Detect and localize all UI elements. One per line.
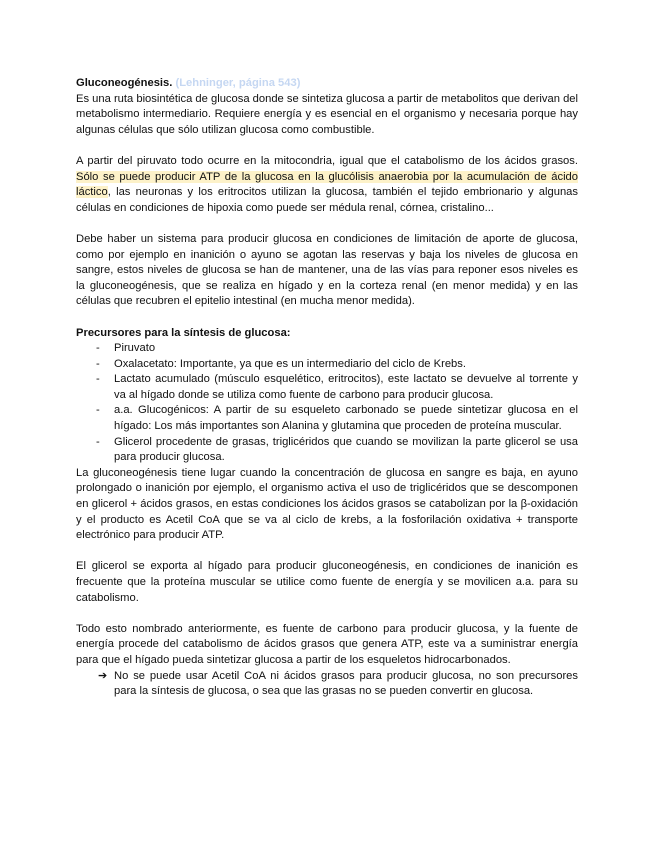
list-item-text: Oxalacetato: Importante, ya que es un intermediario del ciclo de Krebs. (114, 357, 466, 370)
bullet-dash: - (96, 357, 100, 370)
bullet-dash: - (96, 373, 100, 386)
document-body (76, 76, 578, 700)
document-title: Gluconeogénesis. (76, 77, 173, 89)
list-item-text: Lactato acumulado (músculo esquelético, eritrocitos), este lactato se devuelve al torrente y va al hígado donde se utiliza como fuente de carbono para producir glucosa. (114, 373, 578, 401)
list-item (76, 357, 578, 373)
bullet-dash: - (96, 404, 100, 417)
bullet-dash: - (96, 435, 100, 448)
reference-citation: (Lehninger, página 543) (175, 77, 301, 89)
list-item (76, 341, 578, 357)
paragraph-text: A partir del piruvato todo ocurre en la mitocondria, igual que el catabolismo de los ácidos grasos. (76, 154, 578, 167)
list-item-text: Piruvato (114, 342, 156, 355)
paragraph-glucose-system: Debe haber un sistema para producir glucosa en condiciones de limitación de aporte de glucosa, como por ejemplo en inanición o ayuno se agotan las reservas y baja los niveles de glucosa en sangre, estos niveles de glucosa se han de mantener, una de las vías para reponer esos niveles es la gluconeogénesis, que se realiza en hígado y en la corteza renal (en menor medida) y en las células que recubren el epitelio intestinal (en mucha menor medida). (76, 232, 578, 308)
paragraph-mitochondria (76, 154, 578, 216)
intro-paragraph: Es una ruta biosintética de glucosa donde se sintetiza glucosa a partir de metabolitos que derivan del metabolismo intermediario. Requiere energía y es esencial en el organismo y necesaria porque hay algunas células que sólo utilizan glucosa como combustible. (76, 92, 578, 136)
paragraph-carbon-source: Todo esto nombrado anteriormente, es fuente de carbono para producir glucosa, y la fuente de energía procede del catabolismo de ácidos grasos que genera ATP, este va a suministrar energía para que el hígado pueda sintetizar glucosa a partir de los esqueletos hidrocarbonados. (76, 622, 578, 666)
list-item (76, 435, 578, 466)
title-line (76, 76, 578, 92)
paragraph-gluconeogenesis-conditions: La gluconeogénesis tiene lugar cuando la concentración de glucosa en sangre es baja, en ayuno prolongado o inanición por ejemplo, el organismo activa el uso de triglicéridos que se descomponen en glicerol + ácidos grasos, en estas condiciones los ácidos grasos se catabolizan por la β-oxidación y el producto es Acetil CoA que se va al ciclo de krebs, a la fosforilación oxidativa + transporte electrónico para producir ATP. (76, 466, 578, 542)
list-item-text: a.a. Glucogénicos: A partir de su esqueleto carbonado se puede sintetizar glucosa en el hígado: Los más importantes son Alanina y glutamina que proceden de proteína muscular. (114, 404, 578, 433)
bullet-dash: - (96, 342, 100, 355)
precursors-list (76, 341, 578, 466)
list-item-text: Glicerol procedente de grasas, triglicéridos que cuando se movilizan la parte glicerol se usa para producir glucosa. (114, 435, 578, 464)
arrow-icon: ➔ (98, 669, 108, 682)
list-item (76, 372, 578, 403)
note-list (76, 669, 578, 700)
paragraph-text: , las neuronas y los eritrocitos utilizan la glucosa, también el tejido embrionario y algunas células en condiciones de hipoxia como puede ser médula renal, córnea, cristalino... (76, 186, 578, 214)
list-item (76, 403, 578, 434)
paragraph-glycerol: El glicerol se exporta al hígado para producir gluconeogénesis, en condiciones de inanición es frecuente que la proteína muscular se utilice como fuente de energía y se movilicen a.a. para su catabolismo. (76, 560, 578, 604)
highlighted-text: Sólo se puede producir ATP de la glucosa en la glucólisis anaerobia por la acumulación de ácido láctico (76, 170, 578, 199)
note-text: No se puede usar Acetil CoA ni ácidos grasos para producir glucosa, no son precursores para la síntesis de glucosa, o sea que las grasas no se pueden convertir en glucosa. (114, 669, 578, 698)
precursors-heading: Precursores para la síntesis de glucosa: (76, 326, 291, 339)
note-item (76, 669, 578, 700)
